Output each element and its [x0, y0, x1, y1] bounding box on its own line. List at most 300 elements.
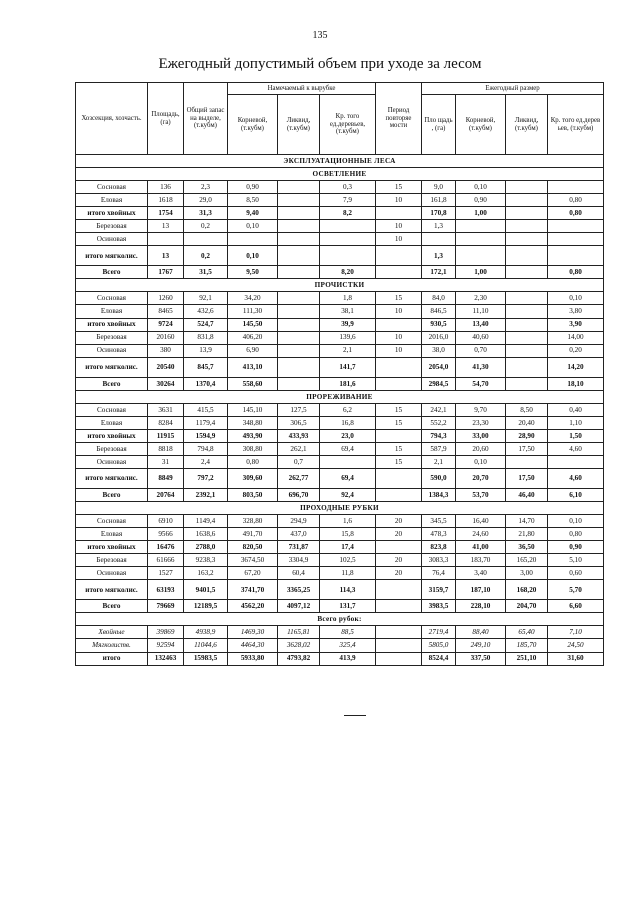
table-cell: 0,90 [456, 194, 506, 207]
table-cell: 31,3 [184, 207, 228, 220]
table-cell: 2,3 [184, 181, 228, 194]
table-cell: 8818 [148, 442, 184, 455]
table-cell: 242,1 [422, 403, 456, 416]
section-header-row [76, 168, 604, 181]
table-cell: 10 [376, 233, 422, 246]
table-cell: 20540 [148, 357, 184, 377]
row-label-cell: итого мягколис. [76, 246, 148, 266]
table-cell: 10 [376, 331, 422, 344]
table-row [76, 194, 604, 207]
table-cell [376, 468, 422, 488]
table-cell: 6,60 [548, 600, 604, 613]
table-row [76, 429, 604, 442]
header-annual-group: Ежегодный размер [422, 83, 604, 95]
table-cell [148, 233, 184, 246]
table-cell: 141,7 [320, 357, 376, 377]
table-cell: 16,40 [456, 515, 506, 528]
table-cell [376, 357, 422, 377]
table-cell: 0,10 [228, 220, 278, 233]
table-cell: 1,00 [456, 266, 506, 279]
table-cell: 84,0 [422, 292, 456, 305]
row-label-cell: Еловая [76, 528, 148, 541]
table-cell: 31 [148, 455, 184, 468]
table-cell: 29,0 [184, 194, 228, 207]
table-cell: 15 [376, 181, 422, 194]
table-cell [278, 357, 320, 377]
table-cell [376, 429, 422, 442]
table-cell: 17,4 [320, 541, 376, 554]
table-cell: 23,30 [456, 416, 506, 429]
table-row [76, 233, 604, 246]
table-cell: 262,1 [278, 442, 320, 455]
section-header-row [76, 155, 604, 168]
table-cell: 0,80 [548, 207, 604, 220]
row-label-cell: Березовая [76, 331, 148, 344]
row-label-cell: Всего [76, 377, 148, 390]
table-cell: 0,2 [184, 220, 228, 233]
table-cell: 145,10 [228, 403, 278, 416]
table-cell: 53,70 [456, 488, 506, 501]
table-cell: 2788,0 [184, 541, 228, 554]
table-cell: 31,60 [548, 652, 604, 665]
table-cell [548, 455, 604, 468]
table-cell [278, 181, 320, 194]
table-cell: 5805,0 [422, 639, 456, 652]
table-cell: 696,70 [278, 488, 320, 501]
table-cell: 13,40 [456, 318, 506, 331]
table-cell: 794,8 [184, 442, 228, 455]
table-cell: 1149,4 [184, 515, 228, 528]
table-cell: 11,10 [456, 305, 506, 318]
table-cell [376, 541, 422, 554]
row-label-cell: Осиновая [76, 233, 148, 246]
table-cell: 820,50 [228, 541, 278, 554]
table-row [76, 488, 604, 501]
table-cell: 552,2 [422, 416, 456, 429]
table-cell: 803,50 [228, 488, 278, 501]
table-cell: 39869 [148, 626, 184, 639]
table-cell: 38,1 [320, 305, 376, 318]
table-row [76, 541, 604, 554]
table-cell: 163,2 [184, 567, 228, 580]
table-cell [228, 233, 278, 246]
table-cell [376, 246, 422, 266]
table-cell: 20764 [148, 488, 184, 501]
table-cell: 183,70 [456, 554, 506, 567]
table-row [76, 468, 604, 488]
table-cell: 3741,70 [228, 580, 278, 600]
table-cell: 433,93 [278, 429, 320, 442]
table-cell: 30264 [148, 377, 184, 390]
table-cell: 432,6 [184, 305, 228, 318]
table-cell: 348,80 [228, 416, 278, 429]
table-cell: 13,9 [184, 344, 228, 357]
table-cell: 20,60 [456, 442, 506, 455]
table-cell: 1594,9 [184, 429, 228, 442]
table-cell: 0,80 [228, 455, 278, 468]
table-cell: 76,4 [422, 567, 456, 580]
section-header-row [76, 502, 604, 515]
row-label-cell: Березовая [76, 220, 148, 233]
table-cell: 437,0 [278, 528, 320, 541]
table-cell: 1,8 [320, 292, 376, 305]
table-cell: 262,77 [278, 468, 320, 488]
table-cell: 228,10 [456, 600, 506, 613]
table-cell: 60,4 [278, 567, 320, 580]
header-planned-root: Корневой, (т.кубм) [228, 95, 278, 155]
table-cell [548, 220, 604, 233]
table-cell [376, 207, 422, 220]
table-cell [278, 318, 320, 331]
table-cell: 4793,82 [278, 652, 320, 665]
table-cell [506, 377, 548, 390]
table-cell: 345,5 [422, 515, 456, 528]
table-cell [320, 233, 376, 246]
table-cell: 3674,50 [228, 554, 278, 567]
table-cell: 17,50 [506, 468, 548, 488]
table-cell: 20 [376, 528, 422, 541]
table-cell: 18,10 [548, 377, 604, 390]
table-cell: 161,8 [422, 194, 456, 207]
table-cell: 309,60 [228, 468, 278, 488]
table-row [76, 344, 604, 357]
table-cell [278, 266, 320, 279]
table-cell: 8849 [148, 468, 184, 488]
table-cell: 6910 [148, 515, 184, 528]
table-cell: 185,70 [506, 639, 548, 652]
table-cell: 54,70 [456, 377, 506, 390]
table-row [76, 318, 604, 331]
table-cell: 69,4 [320, 442, 376, 455]
table-cell: 1260 [148, 292, 184, 305]
row-label-cell: итого мягколис. [76, 357, 148, 377]
table-cell: 102,5 [320, 554, 376, 567]
table-row [76, 554, 604, 567]
table-cell: 3,00 [506, 567, 548, 580]
table-cell: 0,10 [548, 515, 604, 528]
table-cell [376, 580, 422, 600]
header-annual-root: Корневой, (т.кубм) [456, 95, 506, 155]
table-cell: 16476 [148, 541, 184, 554]
table-cell: 6,90 [228, 344, 278, 357]
header-stock: Общий запас на выделе, (т.кубм) [184, 83, 228, 155]
row-label-cell: Всего [76, 600, 148, 613]
table-cell: 39,9 [320, 318, 376, 331]
table-cell [278, 246, 320, 266]
table-cell [506, 207, 548, 220]
table-row [76, 567, 604, 580]
table-cell: 5,70 [548, 580, 604, 600]
table-cell: 0,10 [456, 181, 506, 194]
section-title: ПРОЧИСТКИ [76, 279, 604, 292]
table-cell: 8,50 [228, 194, 278, 207]
table-row [76, 515, 604, 528]
table-cell: 17,50 [506, 442, 548, 455]
table-cell: 1638,6 [184, 528, 228, 541]
table-cell [548, 181, 604, 194]
table-cell: 524,7 [184, 318, 228, 331]
table-cell: 28,90 [506, 429, 548, 442]
table-cell: 2984,5 [422, 377, 456, 390]
table-cell [376, 488, 422, 501]
table-cell: 16,8 [320, 416, 376, 429]
row-label-cell: Хвойные [76, 626, 148, 639]
table-cell: 10 [376, 344, 422, 357]
table-cell: 114,3 [320, 580, 376, 600]
table-cell: 1370,4 [184, 377, 228, 390]
table-cell: 325,4 [320, 639, 376, 652]
table-cell: 0,40 [548, 403, 604, 416]
section-title: ЭКСПЛУАТАЦИОННЫЕ ЛЕСА [76, 155, 604, 168]
table-cell [376, 652, 422, 665]
table-cell: 0,20 [548, 344, 604, 357]
table-row [76, 652, 604, 665]
forest-care-volume-table [75, 82, 604, 666]
table-row [76, 292, 604, 305]
row-label-cell: итого хвойных [76, 318, 148, 331]
table-cell: 0,80 [548, 266, 604, 279]
table-cell: 0,70 [456, 344, 506, 357]
table-cell: 14,70 [506, 515, 548, 528]
table-cell: 251,10 [506, 652, 548, 665]
table-row [76, 600, 604, 613]
table-cell: 0,10 [228, 246, 278, 266]
header-annual-incl: Кр. того ед.дерев ьев, (т.кубм) [548, 95, 604, 155]
table-cell [506, 331, 548, 344]
table-cell: 2054,0 [422, 357, 456, 377]
table-cell: 139,6 [320, 331, 376, 344]
table-row [76, 181, 604, 194]
table-cell: 15,8 [320, 528, 376, 541]
table-cell: 3083,3 [422, 554, 456, 567]
table-cell: 1,3 [422, 246, 456, 266]
table-cell: 46,40 [506, 488, 548, 501]
table-cell: 65,40 [506, 626, 548, 639]
table-cell [456, 246, 506, 266]
table-cell: 493,90 [228, 429, 278, 442]
table-row [76, 266, 604, 279]
table-cell [506, 318, 548, 331]
section-title: ПРОРЕЖИВАНИЕ [76, 390, 604, 403]
table-cell: 831,8 [184, 331, 228, 344]
table-cell: 15 [376, 292, 422, 305]
table-cell: 20,40 [506, 416, 548, 429]
table-row [76, 305, 604, 318]
table-cell: 9,0 [422, 181, 456, 194]
table-cell: 0,10 [456, 455, 506, 468]
table-cell: 111,30 [228, 305, 278, 318]
table-cell: 79669 [148, 600, 184, 613]
table-row [76, 357, 604, 377]
table-cell: 14,20 [548, 357, 604, 377]
table-cell: 15 [376, 442, 422, 455]
table-cell: 132463 [148, 652, 184, 665]
table-row [76, 377, 604, 390]
table-cell [506, 220, 548, 233]
table-cell: 2,4 [184, 455, 228, 468]
header-annual-liquid: Ликвид, (т.кубм) [506, 95, 548, 155]
row-label-cell: Осиновая [76, 455, 148, 468]
row-label-cell: Березовая [76, 554, 148, 567]
table-cell [184, 233, 228, 246]
table-cell: 1,50 [548, 429, 604, 442]
table-cell: 2,30 [456, 292, 506, 305]
row-label-cell: итого хвойных [76, 429, 148, 442]
table-cell: 7,10 [548, 626, 604, 639]
table-cell: 845,7 [184, 357, 228, 377]
table-cell [376, 377, 422, 390]
header-area: Площадь, (га) [148, 83, 184, 155]
table-cell [506, 292, 548, 305]
row-label-cell: Еловая [76, 305, 148, 318]
header-period: Период повторяе мости [376, 83, 422, 155]
table-cell: 11,8 [320, 567, 376, 580]
table-cell [278, 194, 320, 207]
table-cell: 24,60 [456, 528, 506, 541]
table-cell: 11044,6 [184, 639, 228, 652]
table-cell: 9,40 [228, 207, 278, 220]
row-label-cell: Сосновая [76, 292, 148, 305]
table-cell: 1,00 [456, 207, 506, 220]
table-cell: 13 [148, 246, 184, 266]
table-cell: 558,60 [228, 377, 278, 390]
table-cell: 10 [376, 305, 422, 318]
section-header-row [76, 613, 604, 626]
table-cell: 131,7 [320, 600, 376, 613]
row-label-cell: Осиновая [76, 344, 148, 357]
table-cell: 31,5 [184, 266, 228, 279]
row-label-cell: Еловая [76, 194, 148, 207]
table-cell: 2,1 [320, 344, 376, 357]
table-cell: 337,50 [456, 652, 506, 665]
table-cell: 2719,4 [422, 626, 456, 639]
table-cell [506, 357, 548, 377]
table-row [76, 416, 604, 429]
section-title: ПРОХОДНЫЕ РУБКИ [76, 502, 604, 515]
document-title: Ежегодный допустимый объем при уходе за лесом [158, 56, 482, 72]
table-cell [506, 246, 548, 266]
row-label-cell: итого хвойных [76, 207, 148, 220]
table-cell: 4464,30 [228, 639, 278, 652]
row-label-cell: Всего [76, 266, 148, 279]
table-cell: 823,8 [422, 541, 456, 554]
table-cell: 14,00 [548, 331, 604, 344]
table-cell: 9401,5 [184, 580, 228, 600]
table-cell [278, 344, 320, 357]
table-cell: 0,90 [548, 541, 604, 554]
section-header-row [76, 279, 604, 292]
table-cell: 1,10 [548, 416, 604, 429]
row-label-cell: итого мягколис. [76, 468, 148, 488]
table-row [76, 580, 604, 600]
table-cell: 24,50 [548, 639, 604, 652]
table-cell: 1384,3 [422, 488, 456, 501]
table-cell: 15983,5 [184, 652, 228, 665]
table-cell [376, 639, 422, 652]
table-cell: 127,5 [278, 403, 320, 416]
table-cell [278, 207, 320, 220]
table-cell: 5,10 [548, 554, 604, 567]
table-cell: 21,80 [506, 528, 548, 541]
table-cell: 10 [376, 194, 422, 207]
table-cell [278, 305, 320, 318]
table-cell [278, 377, 320, 390]
header-hozsection: Хозсекция, хозчасть. [76, 83, 148, 155]
section-title: ОСВЕТЛЕНИЕ [76, 168, 604, 181]
table-cell: 1469,30 [228, 626, 278, 639]
table-cell: 40,60 [456, 331, 506, 344]
table-cell: 41,30 [456, 357, 506, 377]
table-cell: 9724 [148, 318, 184, 331]
table-cell: 69,4 [320, 468, 376, 488]
row-label-cell: Сосновая [76, 403, 148, 416]
table-cell: 5933,80 [228, 652, 278, 665]
table-cell: 23,0 [320, 429, 376, 442]
table-cell: 8,20 [320, 266, 376, 279]
table-cell: 3365,25 [278, 580, 320, 600]
row-label-cell: Сосновая [76, 181, 148, 194]
table-body [76, 155, 604, 666]
table-cell: 15 [376, 455, 422, 468]
table-cell: 92,1 [184, 292, 228, 305]
table-cell: 9238,3 [184, 554, 228, 567]
table-cell: 181,6 [320, 377, 376, 390]
table-cell: 846,5 [422, 305, 456, 318]
table-cell: 491,70 [228, 528, 278, 541]
row-label-cell: Сосновая [76, 515, 148, 528]
row-label-cell: Осиновая [76, 567, 148, 580]
header-annual-area: Пло щадь , (га) [422, 95, 456, 155]
table-row [76, 626, 604, 639]
table-cell [506, 233, 548, 246]
table-cell: 168,20 [506, 580, 548, 600]
table-cell [278, 292, 320, 305]
table-cell: 145,50 [228, 318, 278, 331]
table-cell [320, 455, 376, 468]
table-cell: 172,1 [422, 266, 456, 279]
table-cell: 20,70 [456, 468, 506, 488]
table-cell: 380 [148, 344, 184, 357]
table-cell: 36,50 [506, 541, 548, 554]
table-cell: 413,10 [228, 357, 278, 377]
table-cell: 478,3 [422, 528, 456, 541]
table-cell: 10 [376, 220, 422, 233]
table-cell: 1754 [148, 207, 184, 220]
header-planned-incl: Кр. того ед.деревьев, (т.кубм) [320, 95, 376, 155]
table-cell: 308,80 [228, 442, 278, 455]
table-cell: 6,2 [320, 403, 376, 416]
table-cell: 4,60 [548, 468, 604, 488]
table-cell: 13 [148, 220, 184, 233]
table-cell: 136 [148, 181, 184, 194]
table-cell: 1,3 [422, 220, 456, 233]
table-cell: 165,20 [506, 554, 548, 567]
table-cell: 1179,4 [184, 416, 228, 429]
table-cell: 3631 [148, 403, 184, 416]
row-label-cell: Всего [76, 488, 148, 501]
table-cell [506, 305, 548, 318]
table-cell [548, 233, 604, 246]
table-cell [376, 318, 422, 331]
table-cell [506, 344, 548, 357]
table-cell: 8284 [148, 416, 184, 429]
table-cell: 0,80 [548, 528, 604, 541]
table-cell [320, 220, 376, 233]
table-cell: 249,10 [456, 639, 506, 652]
table-cell: 12189,5 [184, 600, 228, 613]
header-planned-liquid: Ликвид, (т.кубм) [278, 95, 320, 155]
table-row [76, 207, 604, 220]
